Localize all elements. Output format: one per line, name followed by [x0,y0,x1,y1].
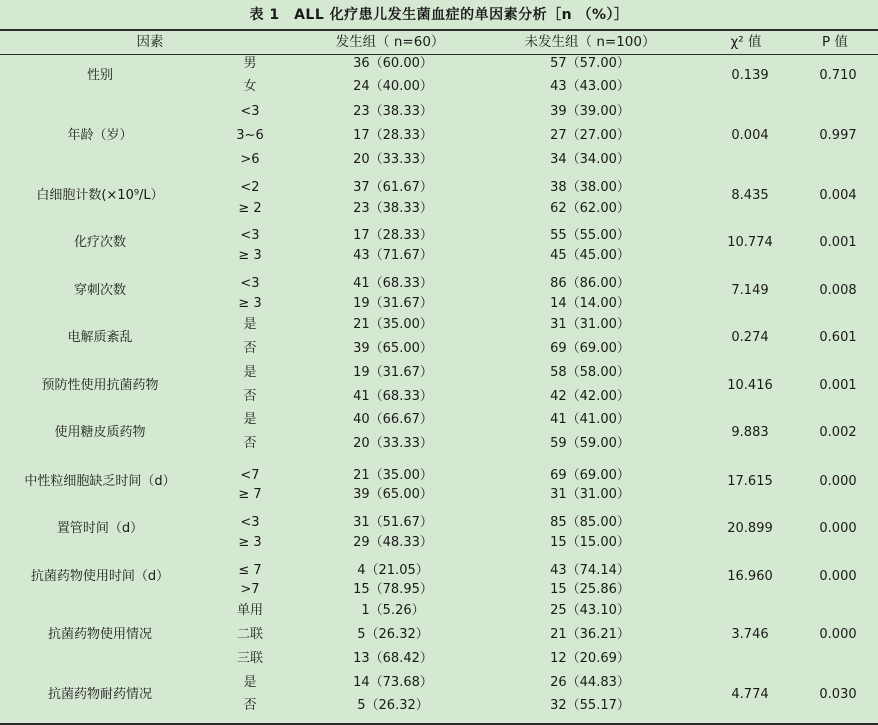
header-rule [0,54,878,55]
row-chi-square: 16.960 [727,569,773,584]
row-occurred-count: 5（26.32） [357,698,429,713]
row-not-occurred-count: 86（86.00） [550,276,630,291]
row-occurred-count: 39（65.00） [353,487,433,502]
row-occurred-count: 41（68.33） [353,389,433,404]
row-level: >7 [240,582,260,597]
row-level: 是 [243,317,257,332]
row-occurred-count: 23（38.33） [353,201,433,216]
row-chi-square: 7.149 [731,283,769,298]
row-chi-square: 0.004 [731,128,769,143]
row-not-occurred-count: 15（25.86） [550,582,630,597]
row-level: <3 [240,228,260,243]
row-factor: 穿刺次数 [73,283,127,298]
row-not-occurred-count: 31（31.00） [550,487,630,502]
row-factor: 抗菌药物使用情况 [47,627,153,642]
row-occurred-count: 39（65.00） [353,341,433,356]
header-occurred: 发生组（ n=60） [335,34,445,50]
row-not-occurred-count: 26（44.83） [550,675,630,690]
row-p-value: 0.601 [819,330,857,345]
row-factor: 年龄（岁） [67,128,133,143]
row-level: 二联 [236,627,264,642]
row-level: ≥ 2 [238,201,262,216]
row-occurred-count: 19（31.67） [353,296,433,311]
row-occurred-count: 5（26.32） [357,627,429,642]
row-chi-square: 17.615 [727,474,773,489]
row-occurred-count: 43（71.67） [353,248,433,263]
row-level: ≥ 3 [238,248,262,263]
row-not-occurred-count: 21（36.21） [550,627,630,642]
row-level: <7 [240,468,260,483]
row-occurred-count: 36（60.00） [353,56,433,71]
row-level: ≥ 3 [238,296,262,311]
row-not-occurred-count: 12（20.69） [550,651,630,666]
row-occurred-count: 20（33.33） [353,436,433,451]
row-level: 是 [243,365,257,380]
row-factor: 化疗次数 [73,235,127,250]
row-not-occurred-count: 15（15.00） [550,535,630,550]
row-not-occurred-count: 43（43.00） [550,79,630,94]
row-level: >6 [240,152,260,167]
row-occurred-count: 37（61.67） [353,180,433,195]
row-occurred-count: 4（21.05） [357,563,429,578]
row-p-value: 0.004 [819,188,857,203]
row-p-value: 0.000 [819,474,857,489]
row-level: 男 [243,56,257,71]
row-occurred-count: 31（51.67） [353,515,433,530]
row-factor: 预防性使用抗菌药物 [41,378,159,393]
row-chi-square: 4.774 [731,687,769,702]
row-not-occurred-count: 57（57.00） [550,56,630,71]
row-p-value: 0.000 [819,569,857,584]
bottom-rule [0,723,878,725]
row-factor: 中性粒细胞缺乏时间（d） [24,474,176,489]
row-chi-square: 8.435 [731,188,769,203]
row-occurred-count: 21（35.00） [353,317,433,332]
row-occurred-count: 29（48.33） [353,535,433,550]
row-not-occurred-count: 27（27.00） [550,128,630,143]
row-level: 否 [243,698,257,713]
row-not-occurred-count: 43（74.14） [550,563,630,578]
row-p-value: 0.030 [819,687,857,702]
row-occurred-count: 20（33.33） [353,152,433,167]
row-not-occurred-count: 39（39.00） [550,104,630,119]
header-p-value: P 值 [822,34,848,50]
row-p-value: 0.000 [819,521,857,536]
row-occurred-count: 19（31.67） [353,365,433,380]
row-occurred-count: 24（40.00） [353,79,433,94]
row-factor: 抗菌药物耐药情况 [47,687,153,702]
table-title: 表 1 ALL 化疗患儿发生菌血症的单因素分析［n （%）］ [249,7,629,23]
row-not-occurred-count: 38（38.00） [550,180,630,195]
row-factor: 使用糖皮质药物 [54,425,146,440]
row-p-value: 0.997 [819,128,857,143]
row-factor: 白细胞计数(×10⁹/L） [36,188,164,203]
row-chi-square: 0.274 [731,330,769,345]
row-level: <2 [240,180,260,195]
header-factor: 因素 [136,34,164,50]
row-occurred-count: 17（28.33） [353,128,433,143]
row-occurred-count: 17（28.33） [353,228,433,243]
row-occurred-count: 1（5.26） [361,603,425,618]
row-chi-square: 0.139 [731,68,769,83]
row-occurred-count: 21（35.00） [353,468,433,483]
row-occurred-count: 40（66.67） [353,412,433,427]
row-level: 女 [243,79,257,94]
row-p-value: 0.001 [819,235,857,250]
row-level: <3 [240,104,260,119]
row-level: 否 [243,341,257,356]
row-p-value: 0.000 [819,627,857,642]
row-not-occurred-count: 25（43.10） [550,603,630,618]
row-not-occurred-count: 14（14.00） [550,296,630,311]
row-not-occurred-count: 42（42.00） [550,389,630,404]
row-not-occurred-count: 59（59.00） [550,436,630,451]
row-level: ≤ 7 [238,563,262,578]
row-level: 单用 [236,603,264,618]
row-not-occurred-count: 69（69.00） [550,341,630,356]
row-factor: 电解质紊乱 [67,330,133,345]
row-level: 是 [243,675,257,690]
row-p-value: 0.002 [819,425,857,440]
row-level: 是 [243,412,257,427]
row-occurred-count: 23（38.33） [353,104,433,119]
row-p-value: 0.008 [819,283,857,298]
row-not-occurred-count: 32（55.17） [550,698,630,713]
row-p-value: 0.710 [819,68,857,83]
row-p-value: 0.001 [819,378,857,393]
header-not-occurred: 未发生组（ n=100） [524,34,656,50]
row-level: <3 [240,276,260,291]
row-occurred-count: 41（68.33） [353,276,433,291]
row-level: ≥ 7 [238,487,262,502]
row-chi-square: 3.746 [731,627,769,642]
row-not-occurred-count: 58（58.00） [550,365,630,380]
row-chi-square: 9.883 [731,425,769,440]
row-not-occurred-count: 45（45.00） [550,248,630,263]
row-level: <3 [240,515,260,530]
row-not-occurred-count: 62（62.00） [550,201,630,216]
row-level: 否 [243,389,257,404]
top-rule [0,29,878,31]
row-chi-square: 10.416 [727,378,773,393]
row-level: 三联 [236,651,264,666]
row-factor: 性别 [86,68,114,83]
row-level: ≥ 3 [238,535,262,550]
row-occurred-count: 14（73.68） [353,675,433,690]
row-level: 3~6 [236,128,264,143]
row-occurred-count: 15（78.95） [353,582,433,597]
row-chi-square: 10.774 [727,235,773,250]
row-not-occurred-count: 69（69.00） [550,468,630,483]
row-factor: 置管时间（d） [56,521,144,536]
row-not-occurred-count: 34（34.00） [550,152,630,167]
row-not-occurred-count: 31（31.00） [550,317,630,332]
row-chi-square: 20.899 [727,521,773,536]
header-chi-square: χ² 值 [730,34,762,50]
row-occurred-count: 13（68.42） [353,651,433,666]
row-not-occurred-count: 85（85.00） [550,515,630,530]
row-level: 否 [243,436,257,451]
row-not-occurred-count: 41（41.00） [550,412,630,427]
row-factor: 抗菌药物使用时间（d） [30,569,170,584]
row-not-occurred-count: 55（55.00） [550,228,630,243]
